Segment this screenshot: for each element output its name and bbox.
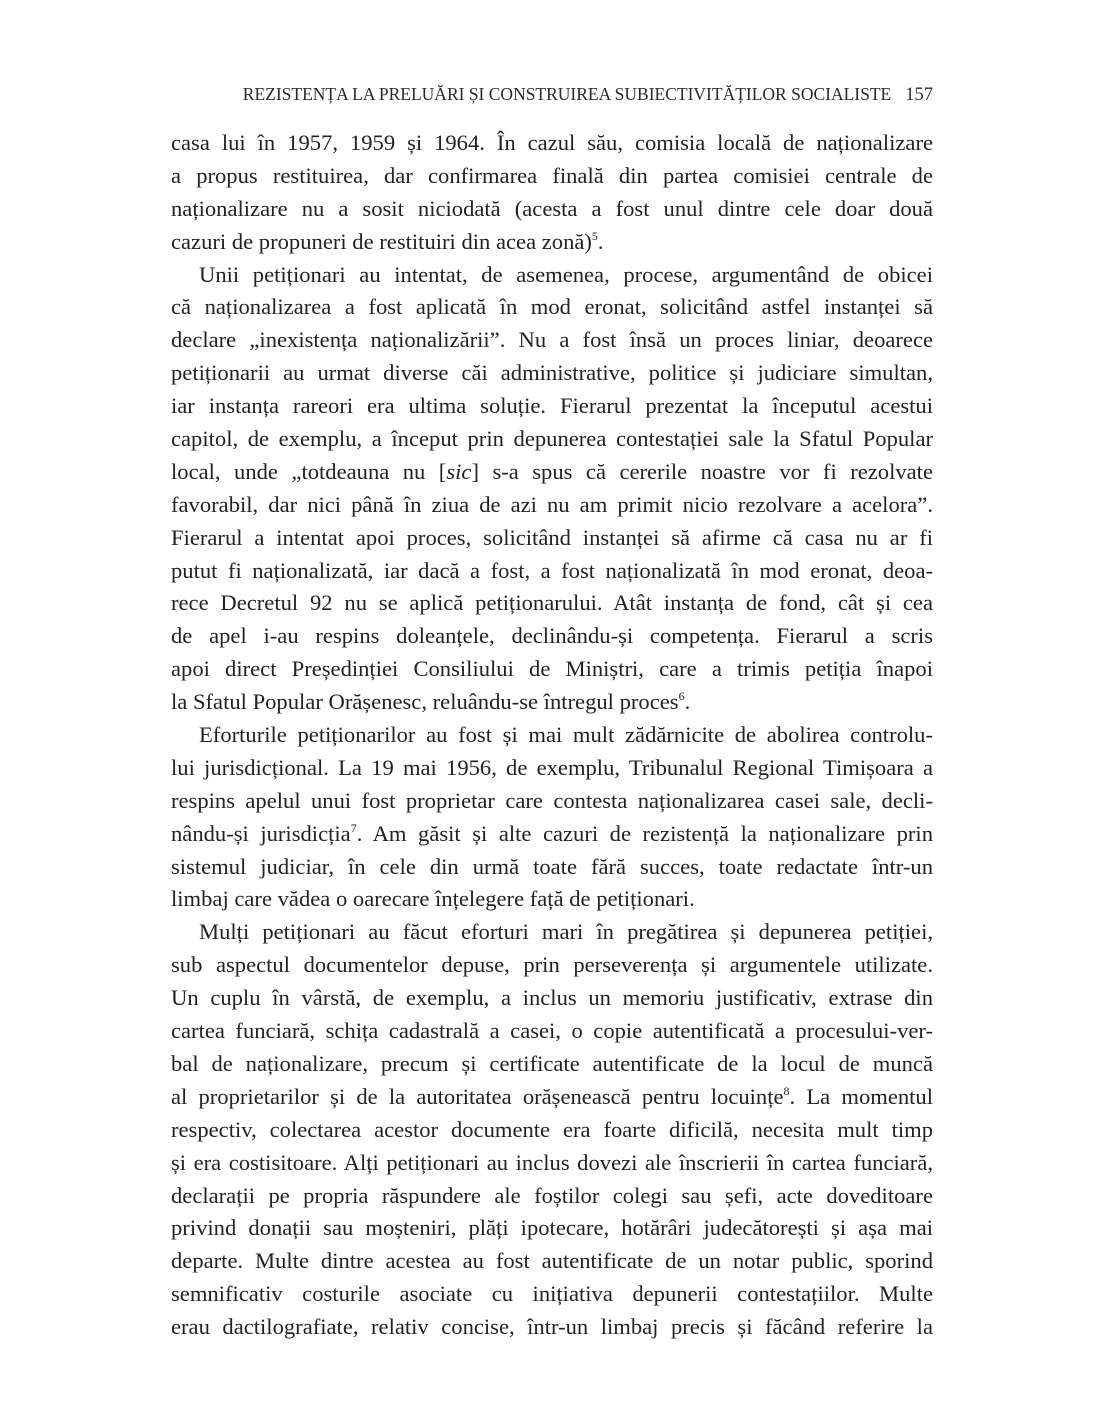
text-fragment: la Sfatul Popular Orășenesc, reluându-se întregul proces [171, 689, 679, 715]
text-fragment: . [684, 689, 691, 715]
text-line: declarații pe propria răspundere ale foștilor colegi sau șefi, acte doveditoare [171, 1182, 933, 1208]
text-line: semnificativ costurile asociate cu inițiativa depunerii contestațiilor. Multe [171, 1281, 933, 1307]
footnote-ref[interactable]: 8 [783, 1083, 790, 1098]
paragraph-4 [171, 916, 933, 1344]
text-line: Un cuplu în vârstă, de exemplu, a inclus un memoriu justificativ, extrase din [171, 985, 933, 1011]
text-line: iar instanța rareori era ultima soluție. Fierarul prezentat la începutul acestui [171, 393, 933, 419]
text-line: sub aspectul documentelor depuse, prin perseverența și argumentele utilizate. [171, 952, 933, 978]
page-number: 157 [905, 85, 933, 105]
running-header [171, 84, 933, 106]
text-fragment: . Am găsit și alte cazuri de rezistență la naționalizare prin [356, 820, 933, 846]
text-line: respectiv, colectarea acestor documente era foarte dificilă, necesita mult timp [171, 1116, 933, 1142]
text-line: bal de naționalizare, precum și certificate autentificate de la locul de muncă [171, 1050, 933, 1076]
text-line: Mulți petiționari au făcut eforturi mari în pregătirea și depunerea petiției, [199, 919, 933, 945]
paragraph-3 [171, 719, 933, 916]
body-text [171, 127, 933, 1344]
text-line [171, 818, 933, 851]
text-fragment: ] s-a spus că cererile noastre vor fi rezolvate [471, 458, 933, 484]
text-line: lui jurisdicțional. La 19 mai 1956, de exemplu, Tribunalul Regional Timișoara a [171, 754, 933, 780]
text-line: capitol, de exemplu, a început prin depunerea contestației sale la Sfatul Popular [171, 426, 933, 452]
text-line: limbaj care vădea o oarecare înțelegere față de petiționari. [171, 886, 695, 912]
text-line [171, 686, 933, 719]
text-fragment: . [597, 228, 604, 254]
text-fragment: nându-și jurisdicția [171, 820, 351, 846]
text-line: erau dactilografiate, relativ concise, într-un limbaj precis și făcând referire la [171, 1314, 933, 1340]
text-line: Unii petiționari au intentat, de asemenea, procese, argumentând de obicei [199, 261, 933, 287]
footnote-ref[interactable]: 5 [591, 228, 598, 243]
text-line: apoi direct Președinției Consiliului de Miniștri, care a trimis petiția înapoi [171, 656, 933, 682]
text-line: rece Decretul 92 nu se aplică petiționarului. Atât instanța de fond, cât și cea [171, 590, 933, 616]
text-line [171, 1081, 933, 1114]
text-line: naționalizare nu a sosit niciodată (acesta a fost unul dintre cele doar două [171, 195, 933, 221]
text-line: respins apelul unui fost proprietar care contesta naționalizarea casei sale, decli- [171, 787, 933, 813]
text-line: a propus restituirea, dar confirmarea finală din partea comisiei centrale de [171, 162, 933, 188]
text-line: departe. Multe dintre acestea au fost autentificate de un notar public, sporind [171, 1248, 933, 1274]
footnote-ref[interactable]: 7 [350, 820, 357, 835]
text-fragment: local, unde „totdeauna nu [ [171, 458, 447, 484]
paragraph-2 [171, 259, 933, 719]
text-line: de apel i-au respins doleanțele, declinându-și competența. Fierarul a scris [171, 623, 933, 649]
text-line: sistemul judiciar, în cele din urmă toate fără succes, toate redactate într-un [171, 853, 933, 879]
sic-italic: sic [446, 458, 472, 484]
text-line: casa lui în 1957, 1959 și 1964. În cazul său, comisia locală de naționalizare [171, 130, 933, 155]
text-line: cartea funciară, schița cadastrală a casei, o copie autentificată a procesului-ver- [171, 1018, 933, 1044]
text-fragment: al proprietarilor și de la autoritatea orășenească pentru locuințe [171, 1083, 784, 1109]
text-line: Fierarul a intentat apoi proces, solicitând instanței să afirme că casa nu ar fi [171, 524, 933, 550]
running-title: REZISTENȚA LA PRELUĂRI ȘI CONSTRUIREA SUBIECTIVITĂȚILOR SOCIALISTE [242, 84, 892, 104]
footnote-ref[interactable]: 6 [678, 689, 685, 704]
text-line [171, 226, 933, 259]
text-line: privind donații sau moșteniri, plăți ipotecare, hotărâri judecătorești și așa mai [171, 1215, 933, 1241]
text-line: declare „inexistența naționalizării”. Nu a fost însă un proces liniar, deoarece [171, 327, 933, 353]
text-line: putut fi naționalizată, iar dacă a fost, a fost naționalizată în mod eronat, deoa- [171, 557, 933, 583]
paragraph-1 [171, 127, 933, 259]
text-fragment: . La momentul [789, 1083, 933, 1109]
text-line: că naționalizarea a fost aplicată în mod eronat, solicitând astfel instanței să [171, 294, 933, 320]
text-line: favorabil, dar nici până în ziua de azi nu am primit nicio rezolvare a acelora”. [171, 491, 933, 517]
text-fragment: cazuri de propuneri de restituiri din acea zonă) [171, 228, 592, 254]
text-line: petiționarii au urmat diverse căi administrative, politice și judiciare simultan, [171, 360, 933, 386]
text-line [171, 456, 933, 489]
text-line: și era costisitoare. Alți petiționari au inclus dovezi ale înscrierii în cartea funciară, [171, 1149, 933, 1175]
text-line: Eforturile petiționarilor au fost și mai mult zădărnicite de abolirea controlu- [199, 722, 933, 748]
